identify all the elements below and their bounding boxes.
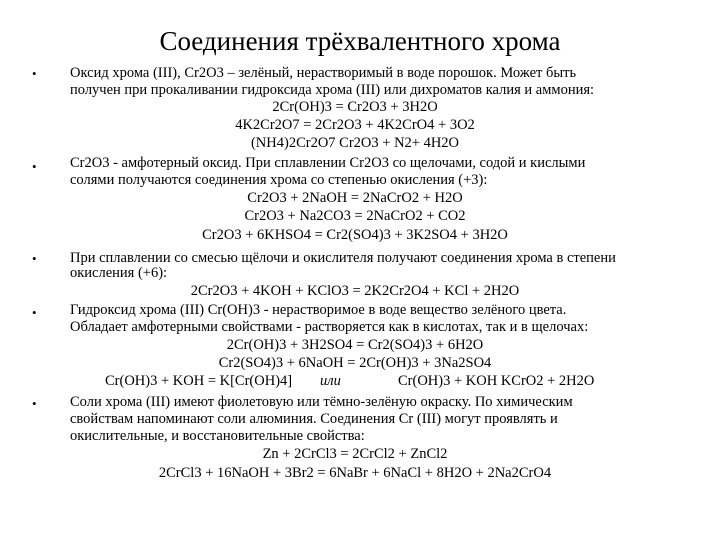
section-4-eq-2: Cr2(SO4)3 + 6NaOH = 2Cr(OH)3 + 3Na2SO4 (218, 355, 492, 371)
section-1-eq-1: 2Cr(OH)3 = Cr2O3 + 3H2O (272, 99, 438, 115)
section-5-text-1: Соли хрома (III) имеют фиолетовую или тёмно-зелёную окраску. По химическим (70, 394, 573, 410)
section-1-text-1: Оксид хрома (III), Cr2O3 – зелёный, нерастворимый в воде порошок. Может быть (70, 65, 577, 81)
section-4-text-2: Обладает амфотерными свойствами - растворяется как в кислотах, так и в щелочах: (70, 319, 589, 335)
section-4-eq-1: 2Cr(OH)3 + 3H2SO4 = Cr2(SO4)3 + 6H2O (226, 337, 484, 353)
section-4-eq-right: Cr(OH)3 + KOH KCrO2 + 2H2O (398, 373, 595, 389)
bullet-4: • (32, 305, 37, 320)
section-5-eq-2: 2CrCl3 + 16NaOH + 3Br2 = 6NaBr + 6NaCl + 8H2O + 2Na2CrO4 (158, 465, 552, 481)
section-3-text-2: окисления (+6): (70, 265, 168, 281)
section-5-text-3: окислительные, и восстановительные свойства: (70, 428, 365, 444)
bullet-5: • (32, 396, 37, 411)
section-2-text-1: Cr2O3 - амфотерный оксид. При сплавлении Cr2O3 со щелочами, содой и кислыми (70, 155, 586, 171)
section-4-text-1: Гидроксид хрома (III) Cr(OH)3 - нерастворимое в воде вещество зелёного цвета. (70, 302, 567, 318)
bullet-2: • (32, 159, 37, 174)
bullet-3: • (32, 251, 37, 266)
section-2-eq-2: Cr2O3 + Na2CO3 = 2NaCrO2 + CO2 (244, 208, 466, 224)
section-1-eq-3: (NH4)2Cr2O7 Cr2O3 + N2+ 4H2O (250, 135, 460, 151)
section-4-eq-or: или (320, 373, 341, 389)
section-4-eq-left: Cr(OH)3 + KOH = K[Cr(OH)4] (105, 373, 293, 389)
section-2-text-2: солями получаются соединения хрома со степенью окисления (+3): (70, 172, 488, 188)
section-2-eq-3: Cr2O3 + 6KHSO4 = Cr2(SO4)3 + 3K2SO4 + 3H2O (202, 227, 508, 243)
bullet-1: • (32, 66, 37, 81)
section-1-eq-2: 4K2Cr2O7 = 2Cr2O3 + 4K2CrO4 + 3O2 (235, 117, 475, 133)
section-2-eq-1: Cr2O3 + 2NaOH = 2NaCrO2 + H2O (247, 190, 463, 206)
section-3-text-1: При сплавлении со смесью щёлочи и окислителя получают соединения хрома в степени (70, 250, 616, 266)
section-1-text-2: получен при прокаливании гидроксида хрома (III) или дихроматов калия и аммония: (70, 82, 595, 98)
section-5-text-2: свойствам напоминают соли алюминия. Соединения Cr (III) могут проявлять и (70, 411, 558, 427)
section-5-eq-1: Zn + 2CrCl3 = 2CrCl2 + ZnCl2 (262, 446, 448, 462)
slide-title: Соединения трёхвалентного хрома (159, 26, 561, 56)
section-3-eq-1: 2Cr2O3 + 4KOH + KClO3 = 2K2Cr2O4 + KCl + 2H2O (190, 283, 520, 299)
